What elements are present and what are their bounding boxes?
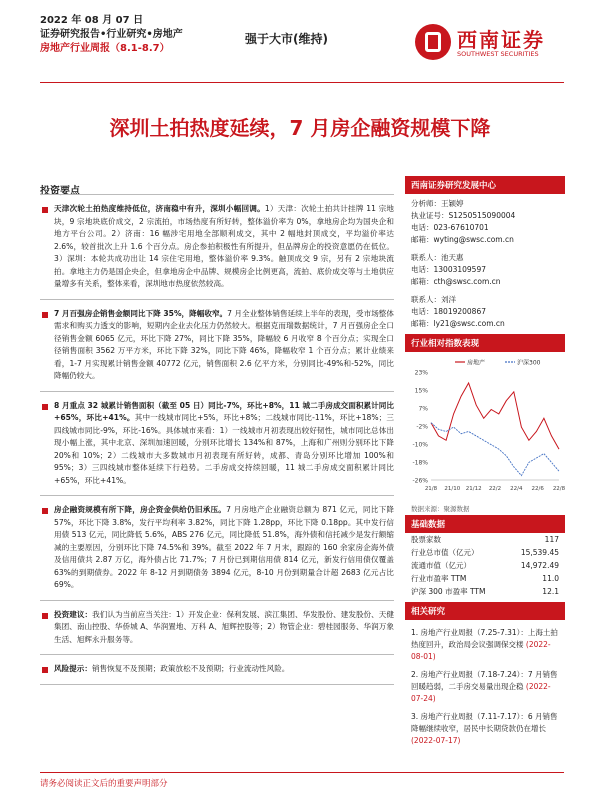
contact-phone: 13003109597 — [433, 265, 486, 274]
contact-email[interactable]: cth@swsc.com.cn — [433, 277, 501, 286]
series-line-1 — [431, 423, 559, 476]
legend-label: 房地产 — [467, 359, 486, 367]
x-tick-label: 21/10 — [444, 486, 461, 492]
table-row: 沪深 300 市盈率 TTM 12.1 — [411, 586, 559, 596]
paragraph-financing: 房企融资规模有所下降，房企资金供给仍旧承压。7 月房地产企业融资总额为 871 亿元，同比下降 57%，环比下降 3.8%，发行平均利率 3.82%，同比下降 1.28pp，环比下降 0.18pp。其中发行信用债 513 亿元，同比降低 5.6%，ABS 276 亿元，同比降低 51.8%，海外债和信托减少是发行额缩减的主要原因，分别环比下降 74.5%和 39%。截至 2022 年 7 月末，跟踪的 160 余家房企海外债及信用债共 2.87 万亿，海外债占比 71.7%；7 月份已到期信用债 814 亿元，新发行信用债仅覆盖 63%的到期债券。2022 年 8-12 月到期债务 3894 亿元，8-10 月份到期量合计超 2683 亿元占比 69%。 — [40, 495, 394, 600]
header-divider — [40, 82, 564, 83]
analyst-phone: 023-67610701 — [433, 223, 489, 232]
logo-english-name: SOUTHWEST SECURITIES — [457, 50, 539, 58]
research-team-heading: 西南证券研究发展中心 — [405, 176, 565, 194]
industry-rating: 强于大市(维持) — [245, 32, 328, 46]
list-item[interactable]: 1. 房地产行业周报（7.25-7.31）：上海土拍热度回升，政治局会议强调保交楼 (2022-08-01) — [411, 628, 558, 661]
paragraph-city-transactions: 8 月重点 32 城累计销售面积（截至 05 日）同比-7%，环比+8%，11 城二手房成交面积累计同比+65%，环比+41%。其中一线城市同比+5%，环比+8%；二线城市同比-11%，环比+18%；三四线城市同比-9%，环比-16%。具体城市来看：1）一线城市月初表现出较好韧性，城市同比总体出现小幅上涨，其中北京、深圳加速回暖，分别环比增长 134%和 87%，上海和广州则分别环比下降 20%和 10%；2）二线城市大多数城市月初表现有所好转，成都、青岛分别环比增加 100%和 95%；3）三四线城市整体延续下行趋势。二手房成交持续回暖，11 城二手房成交面积累计同比+65%，环比+41%。 — [40, 391, 394, 496]
y-tick-label: -26% — [412, 477, 428, 485]
report-weekly-title: 房地产行业周报（8.1-8.7） — [40, 43, 170, 54]
license-number: S1250515090004 — [448, 211, 516, 220]
list-item[interactable]: 2. 房地产行业周报（7.18-7.24）：7 月销售回暖趋弱，二手房交易量出现企稳 (2022-07-24) — [411, 670, 558, 703]
disclaimer-footer: 请务必阅读正文后的重要声明部分 — [40, 779, 168, 789]
x-tick-label: 22/6 — [531, 486, 544, 492]
report-title: 深圳土拍热度延续，7 月房企融资规模下降 — [109, 116, 491, 140]
contact-name: 刘洋 — [441, 295, 456, 304]
list-item[interactable]: 3. 房地产行业周报（7.11-7.17）：6 月销售降幅继续收窄，居民中长期贷款仍在增长 (2022-07-17) — [411, 712, 558, 745]
relative-index-heading: 行业相对指数表现 — [405, 334, 565, 352]
logo-chinese-name: 西南证券 — [457, 28, 545, 52]
x-tick-label: 21/8 — [424, 486, 438, 492]
chart-source: 数据来源：聚源数据 — [411, 505, 470, 513]
y-tick-label: -10% — [412, 441, 428, 449]
analyst-info: 分析师：王颖婷 执业证号：S1250515090004 电话：023-67610701 邮箱：wyting@swsc.com.cn 联系人：池天惠 电话：13003109597 邮箱：cth@swsc.com.cn 联系人：刘洋 电话：18019200867 邮箱：ly21@swsc.com.cn — [411, 199, 516, 328]
x-tick-label: 21/12 — [465, 486, 482, 492]
y-tick-label: -2% — [416, 423, 428, 431]
report-header — [40, 14, 183, 56]
x-tick-label: 22/8 — [552, 486, 565, 492]
sidebar — [405, 176, 565, 754]
contact-phone: 18019200867 — [433, 307, 486, 316]
x-tick-label: 22/2 — [488, 486, 502, 492]
x-tick-label: 22/4 — [510, 486, 523, 492]
paragraph-land-auction: 天津次轮土拍热度维持低位，济南稳中有升，深圳小幅回调。1）天津：次轮土拍共计挂牌 11 宗地块，9 宗地块底价成交，2 宗流拍，市场热度有所好转，整体溢价率为 0%，拿地房企均为国央企和地方平台公司。2）济南：16 幅涉宅用地全部顺利成交，其中 2 幅地封顶成交，平均溢价率达 2.6%，较首批次上升 1.6 个百分点。房企参拍积极性有所提升，但品牌房企的投资意愿仍在低位。3）深圳：本轮共成功出让 14 宗住宅用地，整体溢价率 9.3%。触顶成交 9 宗，另有 2 宗地块流拍。拿地主力仍是国企央企，但拿地房企中品牌、规模房企比例更高，流拍、底价成交等与土地供应量增多有关系，整体来看，深圳地市热度依然较高。 — [40, 194, 394, 299]
related-research-heading: 相关研究 — [405, 602, 565, 620]
relative-index-chart — [405, 352, 565, 502]
investment-points — [40, 194, 394, 685]
analyst-email[interactable]: wyting@swsc.com.cn — [433, 235, 514, 244]
paragraph-sales: 7 月百强房企销售金额同比下降 35%，降幅收窄。7 月全业整体销售延续上半年的表现，受市场整体需求和购买力透支的影响，短期内企业去化压力仍然较大。根据克而瑞数据统计，7 月百强房企全口径销售金额 6065 亿元，环比下降 27%，同比下降 35%，降幅较 6 月收窄 8 个百分点；实现全口径销售面积 3562 万平方米，环比下降 32%，同比下降 46%，降幅收窄 1 个百分点；累计业绩来看，1-7 月实现累计销售金额 40772 亿元，销售面积 2.6 亿平方米，分别同比-49%和-52%，同比降幅仍较大。 — [40, 299, 394, 391]
y-tick-label: 15% — [414, 387, 428, 395]
company-logo — [415, 22, 565, 64]
paragraph-investment-advice: 投资建议：我们认为当前应当关注：1）开发企业：保利发展、滨江集团、华发股份、建发股份、天健集团、南山控股、华侨城 A、华润置地、万科 A、旭辉控股等；2）物管企业：碧桂园服务、华润万象生活、旭辉永升服务等。 — [40, 600, 394, 655]
basic-data-heading: 基础数据 — [405, 515, 565, 533]
table-row: 流通市值（亿元） 14,972.49 — [411, 560, 559, 570]
related-research-list — [405, 620, 565, 754]
paragraph-risk: 风险提示：销售恢复不及预期；政策放松不及预期；行业流动性风险。 — [40, 654, 394, 685]
contact-email[interactable]: ly21@swsc.com.cn — [433, 319, 505, 328]
contact-name: 池天惠 — [441, 253, 464, 262]
line-chart — [405, 352, 565, 502]
table-row: 行业市盈率 TTM 11.0 — [411, 573, 559, 583]
legend-label: 沪深300 — [517, 359, 541, 367]
y-tick-label: -18% — [412, 459, 428, 467]
report-series: 证券研究报告•行业研究•房地产 — [40, 29, 183, 40]
y-tick-label: 23% — [414, 369, 428, 377]
investment-points-heading: 投资要点 — [40, 186, 80, 197]
table-row: 股票家数 117 — [411, 534, 559, 544]
building-logo-icon — [415, 24, 451, 60]
analyst-name: 王颖婷 — [441, 199, 464, 208]
basic-data-table — [405, 533, 565, 598]
table-row: 行业总市值（亿元） 15,539.45 — [411, 547, 559, 557]
footer-divider — [40, 772, 564, 773]
y-tick-label: 7% — [418, 405, 428, 413]
report-date: 2022 年 08 月 07 日 — [40, 15, 144, 26]
series-line-0 — [431, 383, 559, 449]
